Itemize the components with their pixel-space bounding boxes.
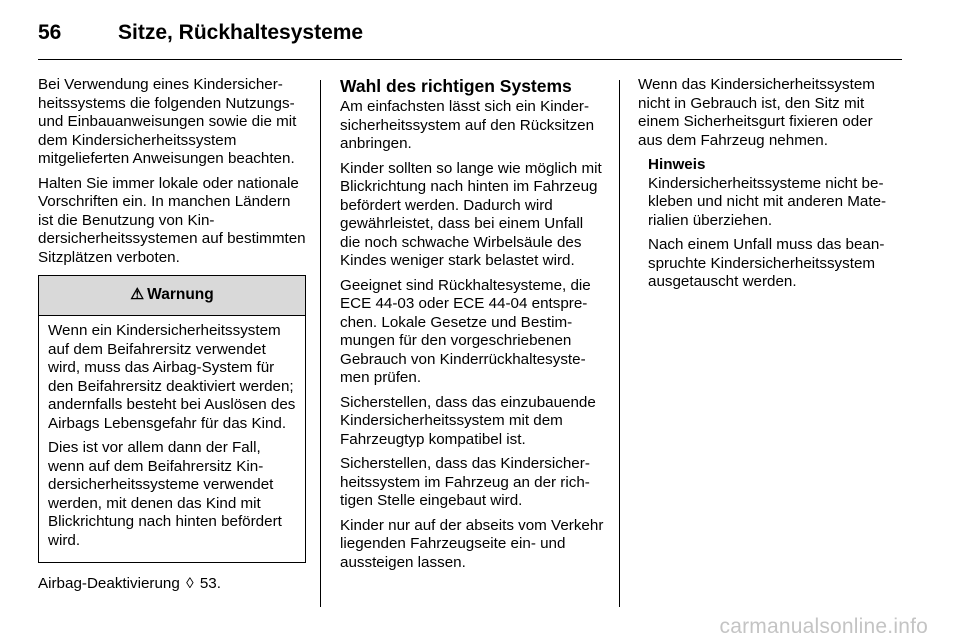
- section-title: Wahl des richtigen Systems: [340, 76, 572, 96]
- header-rule: [38, 59, 902, 60]
- paragraph: Bei Verwendung eines Kindersicherheitssystems die folgenden Nutzungs- und Einbauanweisungen sowie die mit dem Kindersicherheitssystem mitgelieferten Anweisungen beachten.: [38, 76, 297, 167]
- warning-box: [38, 275, 306, 563]
- column-2: [340, 76, 605, 578]
- note-paragraph: Nach einem Unfall muss das beanspruchte Kindersicherheitssystem ausgetauscht werden.: [648, 236, 885, 290]
- paragraph: Geeignet sind Rückhaltesysteme, die ECE 44-03 oder ECE 44-04 entsprechen. Lokale Gesetze und Bestimmungen für den vorgeschriebenen Gebrauch von Kinderrückhaltesystemen prüfen.: [340, 276, 591, 386]
- warning-header: [39, 276, 305, 316]
- xref-page: 53.: [199, 575, 221, 592]
- paragraph: Sicherstellen, dass das einzubauende Kindersicherheitssystem mit dem Fahrzeugtyp kompatibel ist.: [340, 393, 596, 448]
- note-title: Hinweis: [648, 156, 706, 173]
- paragraph: Kinder nur auf der abseits vom Verkehr liegenden Fahrzeugseite ein- und aussteigen lassen.: [340, 516, 604, 571]
- warning-body: [39, 316, 305, 562]
- note-paragraph: Kindersicherheitssysteme nicht bekleben und nicht mit anderen Materialien überziehen.: [648, 174, 887, 229]
- paragraph: Wenn das Kindersicherheitssystem nicht in Gebrauch ist, den Sitz mit einem Sicherheitsgurt fixieren oder aus dem Fahrzeug nehmen.: [638, 76, 875, 149]
- warning-triangle-icon: ⚠: [130, 286, 145, 304]
- warning-title: Warnung: [147, 286, 214, 304]
- watermark: carmanualsonline.info: [719, 615, 928, 638]
- paragraph: Sicherstellen, dass das Kindersicherheitssystem im Fahrzeug an der richtigen Stelle eingebaut wird.: [340, 455, 590, 509]
- paragraph: Am einfachsten lässt sich ein Kindersicherheitssystem auf den Rücksitzen anbringen.: [340, 98, 595, 152]
- paragraph: Halten Sie immer lokale oder nationale Vorschriften ein. In manchen Ländern ist die Benutzung von Kindersicherheitssystemen auf bestimmten Sitzplätzen verboten.: [38, 174, 306, 266]
- chapter-title: Sitze, Rückhaltesysteme: [118, 21, 364, 44]
- page-header: [38, 18, 363, 48]
- diamond-arrow-icon: ◊: [186, 575, 194, 592]
- column-1: [38, 76, 306, 600]
- warning-paragraph: Wenn ein Kindersicherheitssystem auf dem Beifahrersitz verwendet wird, muss das Airbag-System für den Beifahrersitz deaktiviert werden; andernfalls besteht bei Auslösen des Airbags Lebensgefahr für das Kind.: [48, 322, 296, 432]
- column-divider-1: [320, 80, 321, 607]
- warning-paragraph: Dies ist vor allem dann der Fall, wenn auf dem Beifahrersitz Kindersicherheitssysteme verwendet werden, mit denen das Kind mit Blickrichtung nach hinten befördert wird.: [48, 439, 282, 549]
- xref-text: Airbag-Deaktivierung: [38, 575, 180, 592]
- column-3: [638, 76, 900, 298]
- note-block: [648, 156, 900, 292]
- page-number: 56: [38, 21, 62, 44]
- column-divider-2: [619, 80, 620, 607]
- cross-reference[interactable]: [38, 575, 306, 594]
- paragraph: Kinder sollten so lange wie möglich mit Blickrichtung nach hinten im Fahrzeug befördert werden. Dadurch wird gewährleistet, dass bei einem Unfall die noch schwache Wirbelsäule des Kindes weniger stark belastet wird.: [340, 159, 602, 269]
